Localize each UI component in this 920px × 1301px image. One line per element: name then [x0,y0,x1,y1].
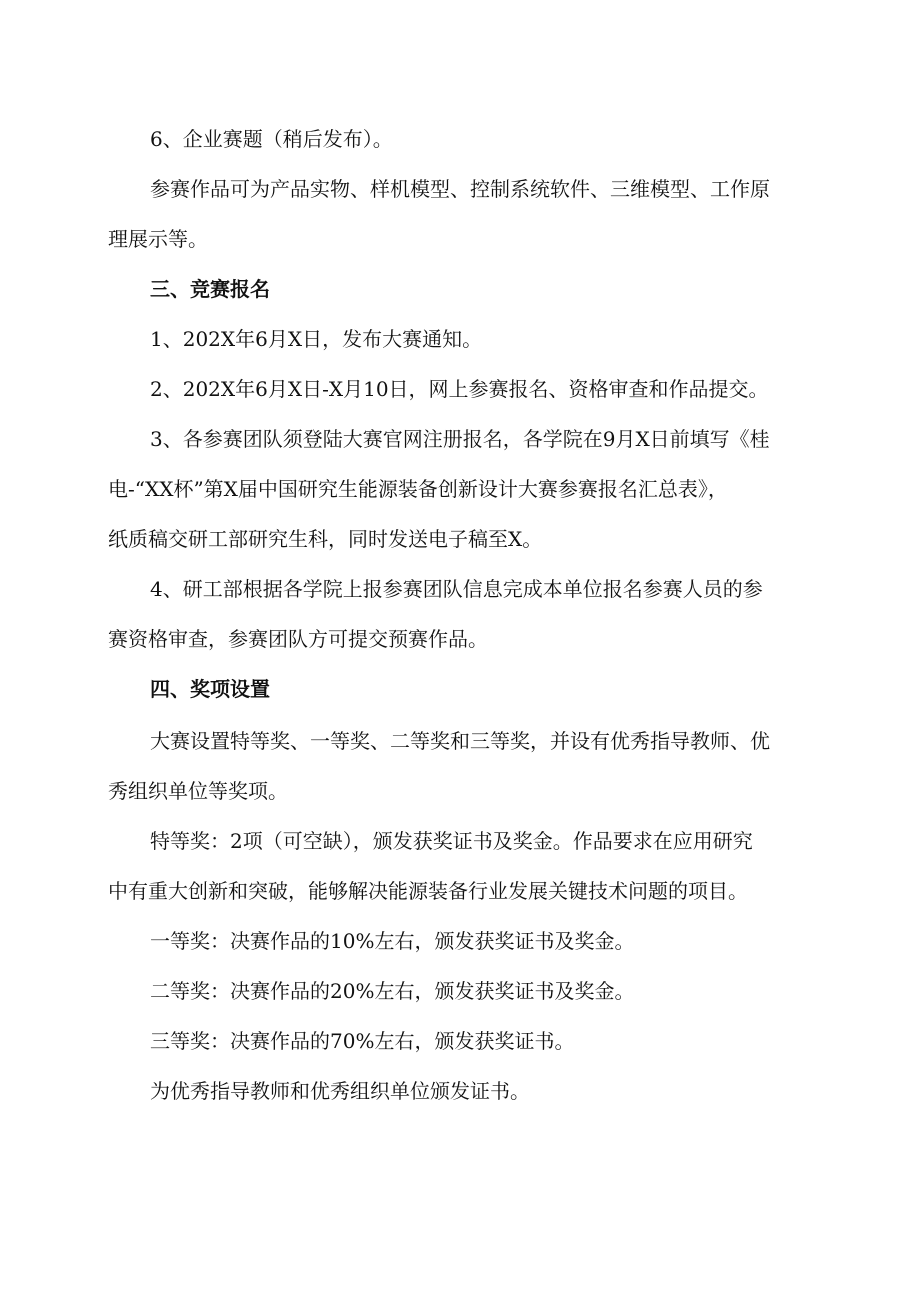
document-page [108,127,822,1103]
paragraph-line: 秀组织单位等奖项。 [108,779,288,803]
paragraph-line: 大赛设置特等奖、一等奖、二等奖和三等奖，并设有优秀指导教师、优 [150,729,770,753]
paragraph-line: 一等奖：决赛作品的10%左右，颁发获奖证书及奖金。 [150,929,635,953]
section-heading: 四、奖项设置 [150,677,270,701]
list-item: 3、各参赛团队须登陆大赛官网注册报名，各学院在9月X日前填写《桂 [150,427,770,451]
paragraph-line: 参赛作品可为产品实物、样机模型、控制系统软件、三维模型、工作原 [150,177,770,201]
paragraph-line: 特等奖：2项（可空缺），颁发获奖证书及奖金。作品要求在应用研究 [150,829,753,853]
list-item: 1、202X年6月X日，发布大赛通知。 [150,327,483,351]
paragraph-line: 为优秀指导教师和优秀组织单位颁发证书。 [150,1079,530,1103]
list-item: 4、研工部根据各学院上报参赛团队信息完成本单位报名参赛人员的参 [150,577,763,601]
paragraph-line: 理展示等。 [108,227,208,251]
paragraph-line: 电-“XX杯”第X届中国研究生能源装备创新设计大赛参赛报名汇总表》， [108,477,728,501]
list-item: 2、202X年6月X日-X月10日，网上参赛报名、资格审查和作品提交。 [150,377,769,401]
paragraph-line: 二等奖：决赛作品的20%左右，颁发获奖证书及奖金。 [150,979,635,1003]
paragraph-line: 三等奖：决赛作品的70%左右，颁发获奖证书。 [150,1029,575,1053]
list-item: 6、企业赛题（稍后发布）。 [150,127,393,151]
paragraph-line: 中有重大创新和突破，能够解决能源装备行业发展关键技术问题的项目。 [108,879,748,903]
section-heading: 三、竞赛报名 [150,277,270,301]
paragraph-line: 纸质稿交研工部研究生科，同时发送电子稿至X。 [108,527,543,551]
paragraph-line: 赛资格审查，参赛团队方可提交预赛作品。 [108,627,488,651]
